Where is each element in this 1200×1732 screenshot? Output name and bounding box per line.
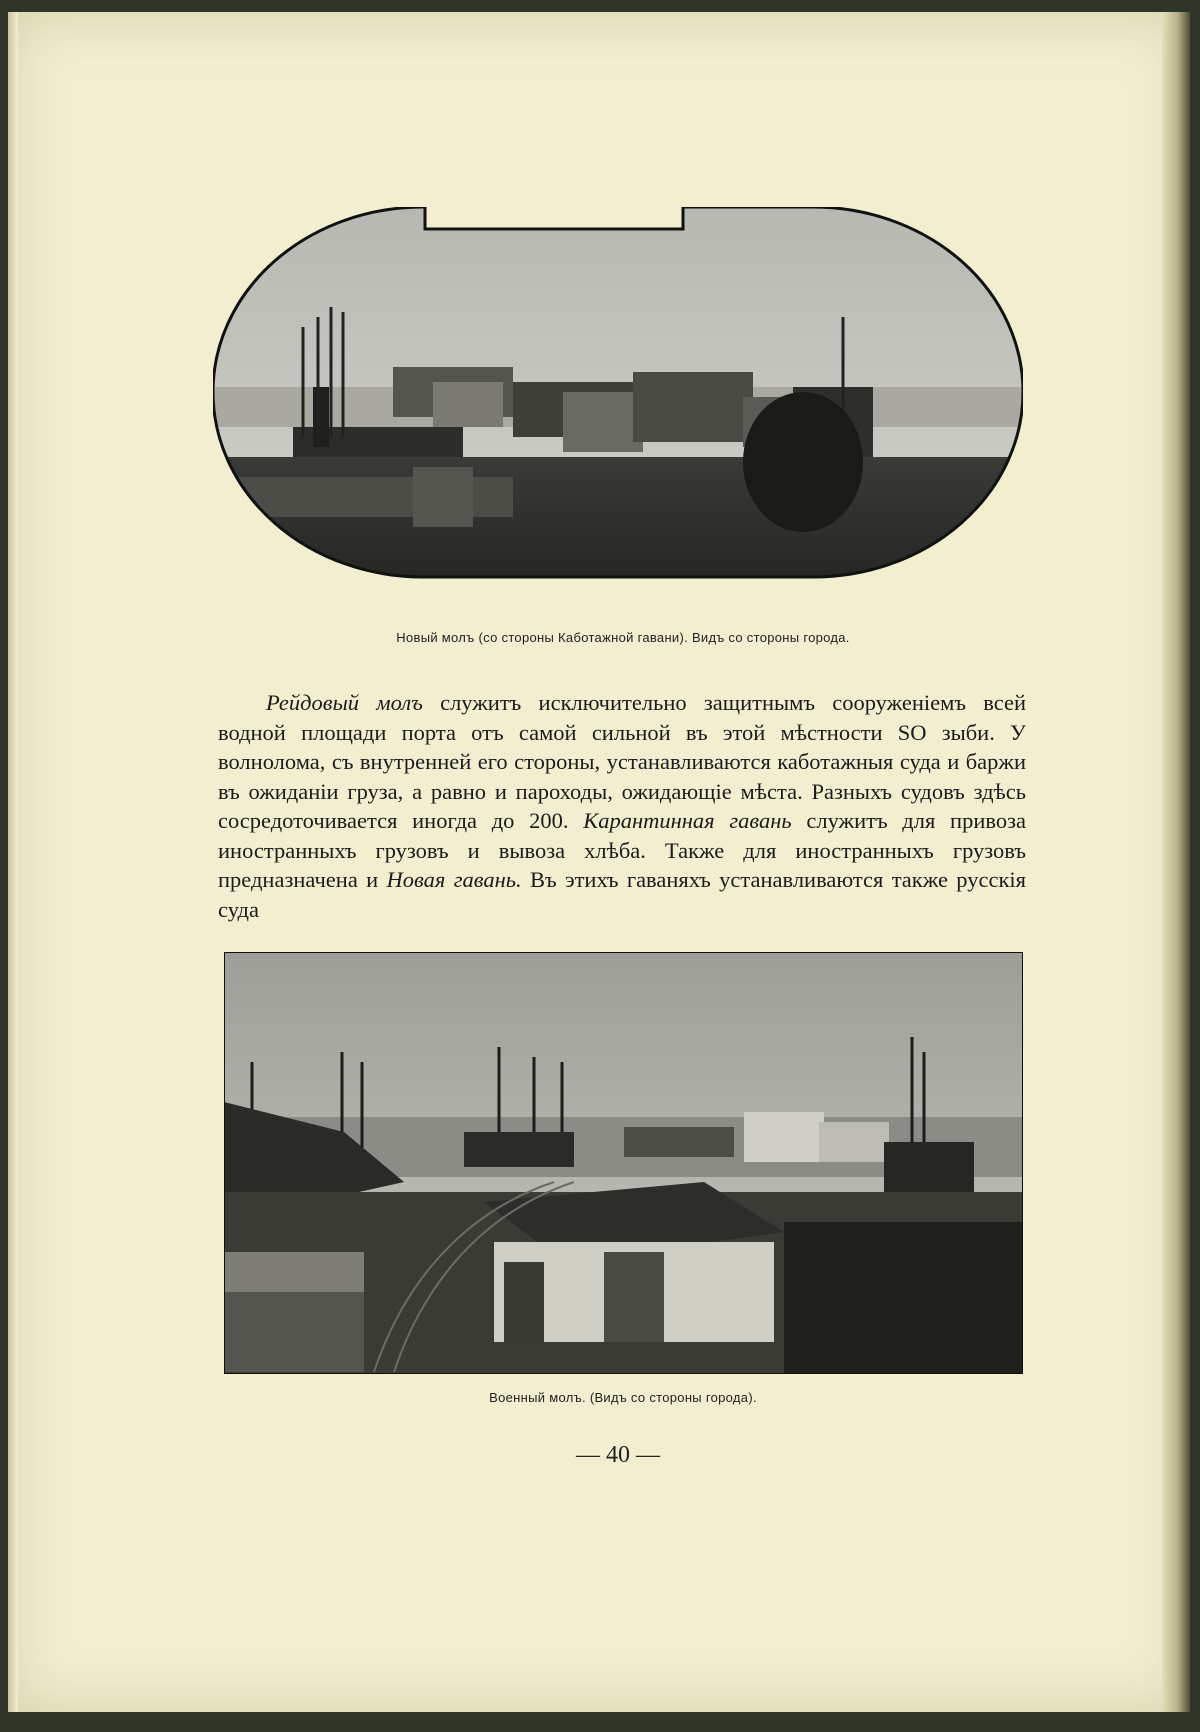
photo-caption-2: Военный молъ. (Видъ со стороны города). xyxy=(489,1390,757,1405)
page-left-edge xyxy=(8,12,18,1712)
book-spine xyxy=(1162,12,1190,1712)
book-page xyxy=(8,12,1190,1712)
page-number: — 40 — xyxy=(576,1442,660,1468)
new-mole-photo xyxy=(213,207,1023,627)
paragraph-text-1: служитъ исключительно защитнымъ сооруженіемъ всей водной площади порта отъ самой сильной въ этой мѣстности SO зыби. У волнолома, съ внутренней его стороны, устанавливаются каботажныя суда и баржи въ ожиданіи груза, а равно и пароходы, ожидающіе мѣста. Разныхъ судовъ здѣсь сосредоточивается иногда до 200. xyxy=(218,690,1027,833)
paragraph-text-2: служитъ для привоза иностранныхъ грузовъ и вывоза хлѣба. Также для иностранныхъ грузовъ предназначена и xyxy=(218,808,1026,892)
photo-caption-1: Новый молъ (со стороны Каботажной гавани). Видъ со стороны города. xyxy=(396,630,850,645)
paragraph-text-3: Въ этихъ гаваняхъ устанавливаются также русскія суда xyxy=(218,867,1027,922)
italic-term-karantinnaya-gavan: Карантинная гавань xyxy=(583,808,792,833)
military-mole-photo xyxy=(224,952,1023,1374)
italic-term-novaya-gavan: Новая гавань. xyxy=(386,867,522,892)
italic-term-reidovy-mol: Рейдовый молъ xyxy=(266,690,423,715)
body-paragraph xyxy=(218,688,1026,924)
